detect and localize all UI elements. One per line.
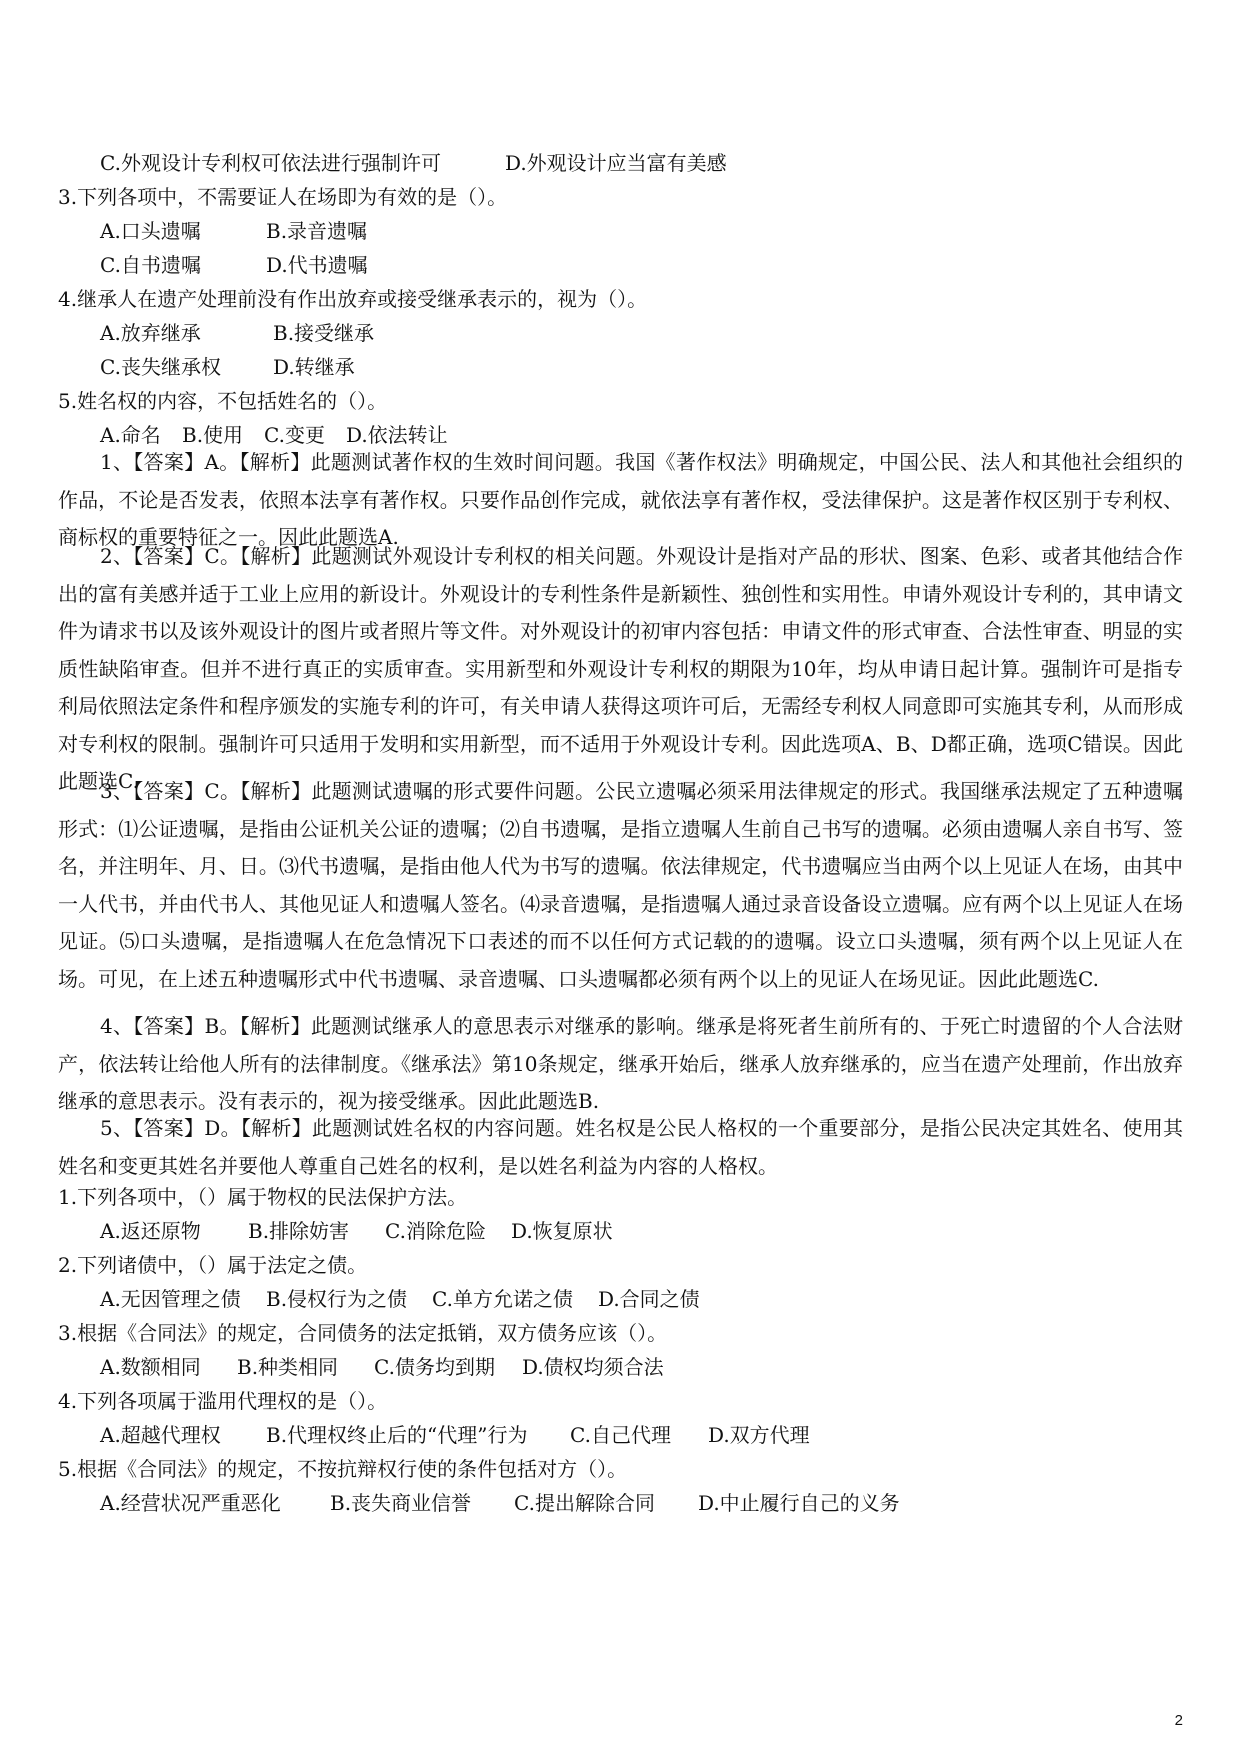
options-row: [100, 1490, 900, 1516]
question-stem: 4.继承人在遗产处理前没有作出放弃或接受继承表示的，视为（）。: [58, 287, 648, 311]
options-row: [100, 150, 727, 176]
option: D.恢复原状: [511, 1219, 613, 1243]
options-row: [100, 252, 368, 278]
option: A.口头遗嘱: [100, 219, 201, 243]
option: D.债权均须合法: [522, 1355, 664, 1379]
question-stem: 3.根据《合同法》的规定，合同债务的法定抵销，双方债务应该（）。: [58, 1321, 668, 1345]
option: C.单方允诺之债: [432, 1287, 573, 1311]
options-row: [100, 1286, 700, 1312]
option: D.转继承: [273, 355, 355, 379]
answer-explanation: 1、【答案】A。【解析】此题测试著作权的生效时间问题。我国《著作权法》明确规定，中国公民、法人和其他社会组织的作品，不论是否发表，依照本法享有著作权。只要作品创作完成，就依法享有著作权，受法律保护。这是著作权区别于专利权、商标权的重要特征之一。因此此题选A.: [58, 450, 1183, 549]
question-stem: 5.根据《合同法》的规定，不按抗辩权行使的条件包括对方（）。: [58, 1457, 628, 1481]
options-row: [100, 1422, 810, 1448]
option: C.提出解除合同: [514, 1491, 655, 1515]
option: B.丧失商业信誉: [330, 1491, 472, 1515]
question-stem: 3.下列各项中，不需要证人在场即为有效的是（）。: [58, 185, 508, 209]
question-stem: 5.姓名权的内容，不包括姓名的（）。: [58, 389, 388, 413]
option: C.变更: [264, 423, 325, 447]
option: C.债务均到期: [374, 1355, 495, 1379]
option: C.外观设计专利权可依法进行强制许可: [100, 151, 441, 175]
question-stem: 4.下列各项属于滥用代理权的是（）。: [58, 1389, 388, 1413]
answer-explanation: 2、【答案】C。【解析】此题测试外观设计专利权的相关问题。外观设计是指对产品的形状、图案、色彩、或者其他结合作出的富有美感并适于工业上应用的新设计。外观设计的专利性条件是新颖性、独创性和实用性。申请外观设计专利的，其申请文件为请求书以及该外观设计的图片或者照片等文件。对外观设计的初审内容包括：申请文件的形式审查、合法性审查、明显的实质性缺陷审查。但并不进行真正的实质审查。实用新型和外观设计专利权的期限为10年，均从申请日起计算。强制许可是指专利局依照法定条件和程序颁发的实施专利的许可，有关申请人获得这项许可后，无需经专利权人同意即可实施其专利，从而形成对专利权的限制。强制许可只适用于发明和实用新型，而不适用于外观设计专利。因此选项A、B、D都正确，选项C错误。因此此题选C.: [58, 544, 1183, 793]
question-stem: 1.下列各项中，（）属于物权的民法保护方法。: [58, 1185, 468, 1209]
options-row: [100, 320, 374, 346]
option: D.依法转让: [346, 423, 448, 447]
option: A.超越代理权: [100, 1423, 221, 1447]
options-row: [100, 218, 367, 244]
option: A.无因管理之债: [100, 1287, 241, 1311]
answer-explanation: 5、【答案】D。【解析】此题测试姓名权的内容问题。姓名权是公民人格权的一个重要部分，是指公民决定其姓名、使用其姓名和变更其姓名并要他人尊重自己姓名的权利，是以姓名利益为内容的人格权。: [58, 1116, 1183, 1178]
answer-explanation: 3、【答案】C。【解析】此题测试遗嘱的形式要件问题。公民立遗嘱必须采用法律规定的形式。我国继承法规定了五种遗嘱形式：⑴公证遗嘱，是指由公证机关公证的遗嘱；⑵自书遗嘱，是指立遗嘱人生前自己书写的遗嘱。必须由遗嘱人亲自书写、签名，并注明年、月、日。⑶代书遗嘱，是指由他人代为书写的遗嘱。依法律规定，代书遗嘱应当由两个以上见证人在场，由其中一人代书，并由代书人、其他见证人和遗嘱人签名。⑷录音遗嘱，是指遗嘱人通过录音设备设立遗嘱。应有两个以上见证人在场见证。⑸口头遗嘱，是指遗嘱人在危急情况下口表述的而不以任何方式记载的的遗嘱。设立口头遗嘱，须有两个以上见证人在场。可见，在上述五种遗嘱形式中代书遗嘱、录音遗嘱、口头遗嘱都必须有两个以上的见证人在场见证。因此此题选C.: [58, 779, 1183, 991]
option: C.消除危险: [385, 1219, 486, 1243]
options-row: [100, 1354, 664, 1380]
option: B.种类相同: [237, 1355, 339, 1379]
option: B.接受继承: [273, 321, 375, 345]
options-row: [100, 1218, 613, 1244]
option: A.放弃继承: [100, 321, 201, 345]
option: B.代理权终止后的“代理”行为: [266, 1423, 528, 1447]
option: D.合同之债: [598, 1287, 700, 1311]
option: D.代书遗嘱: [266, 253, 368, 277]
option: B.侵权行为之债: [266, 1287, 408, 1311]
question-stem: 2.下列诸债中，（）属于法定之债。: [58, 1253, 368, 1277]
answer-explanation: 4、【答案】B。【解析】此题测试继承人的意思表示对继承的影响。继承是将死者生前所有的、于死亡时遗留的个人合法财产，依法转让给他人所有的法律制度。《继承法》第10条规定，继承开始后，继承人放弃继承的，应当在遗产处理前，作出放弃继承的意思表示。没有表示的，视为接受继承。因此此题选B.: [58, 1014, 1183, 1113]
page-number: 2: [1174, 1712, 1183, 1729]
options-row: [100, 354, 355, 380]
option: A.返还原物: [100, 1219, 201, 1243]
option: C.自己代理: [570, 1423, 671, 1447]
option: A.数额相同: [100, 1355, 201, 1379]
option: A.命名: [100, 423, 161, 447]
option: C.自书遗嘱: [100, 253, 201, 277]
option: D.中止履行自己的义务: [698, 1491, 900, 1515]
option: B.录音遗嘱: [266, 219, 368, 243]
option: B.排除妨害: [248, 1219, 350, 1243]
option: D.外观设计应当富有美感: [505, 151, 727, 175]
option: B.使用: [182, 423, 244, 447]
option: D.双方代理: [708, 1423, 810, 1447]
option: C.丧失继承权: [100, 355, 221, 379]
option: A.经营状况严重恶化: [100, 1491, 281, 1515]
